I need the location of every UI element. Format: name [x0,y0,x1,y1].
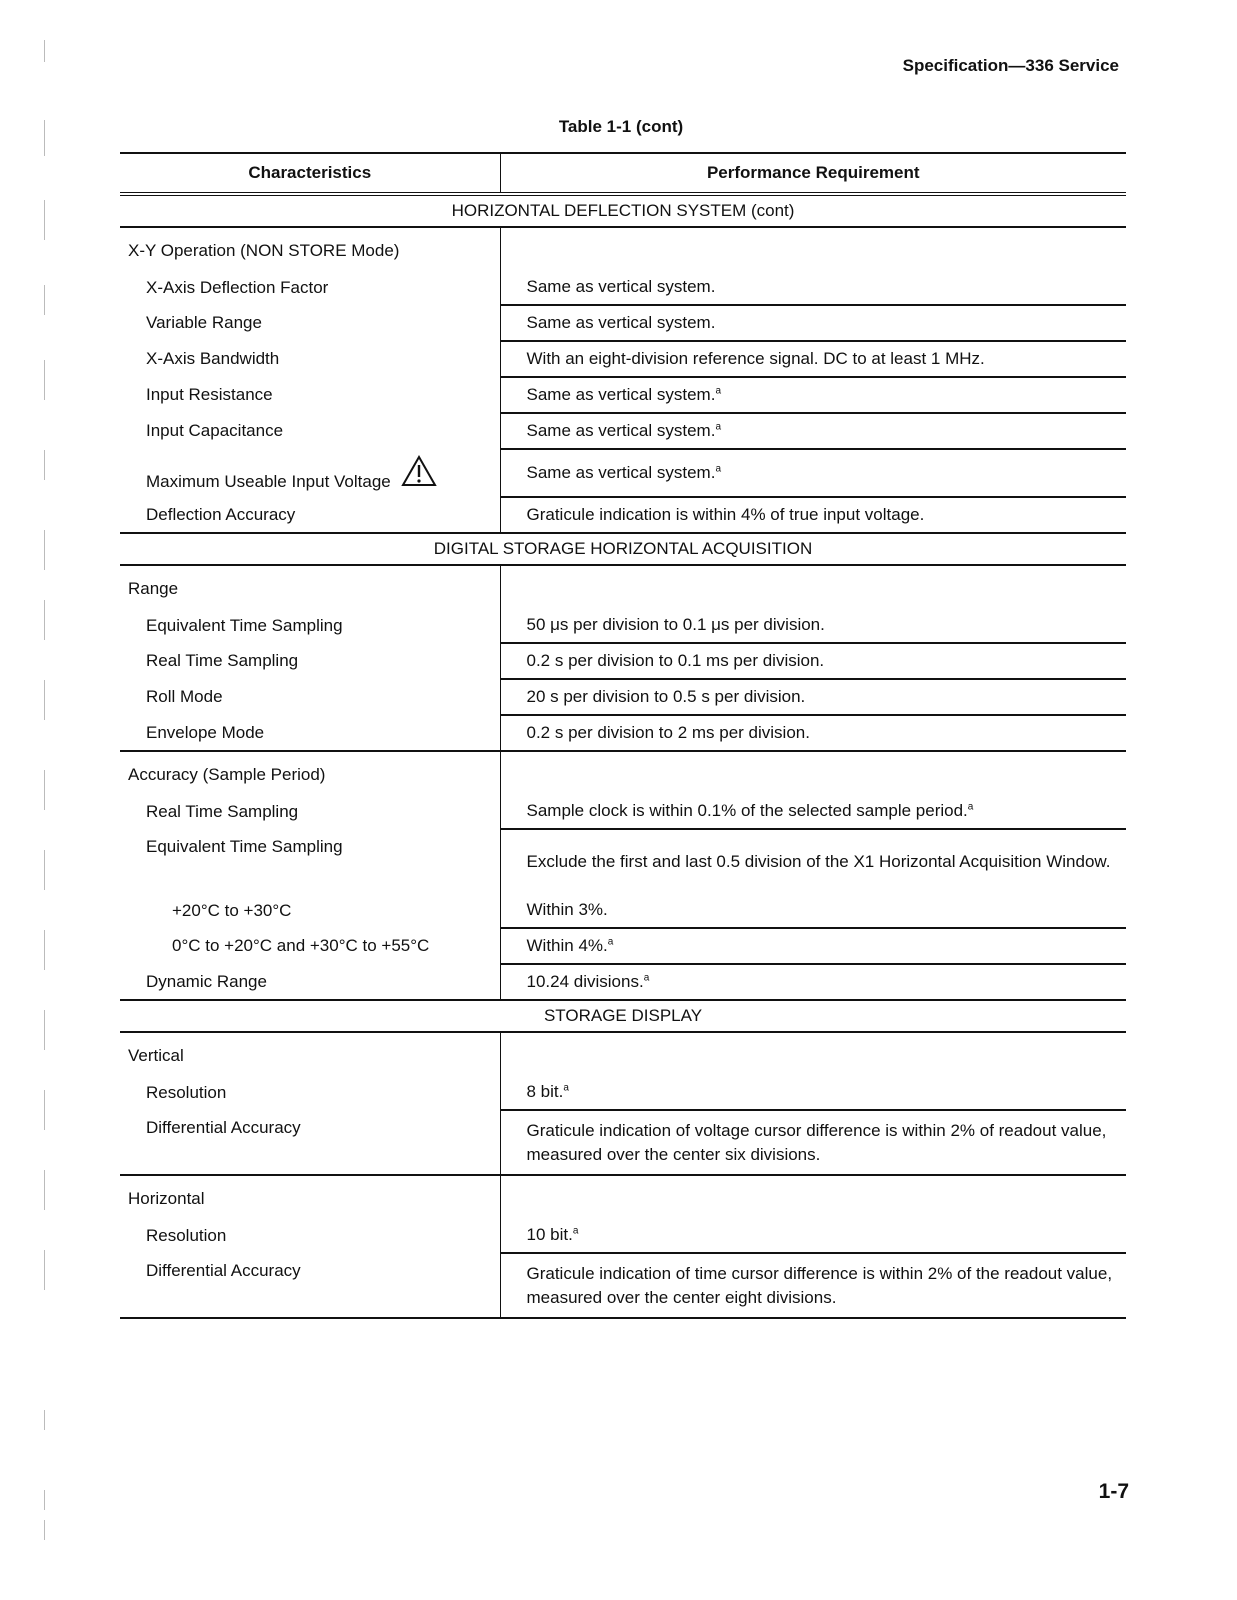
table-row [120,829,1126,893]
section-heading [120,1000,1126,1032]
characteristic-cell: Envelope Mode [120,715,500,751]
table-row [120,893,1126,928]
requirement-cell [500,794,1126,829]
requirement-cell: Graticule indication of time cursor difference is within 2% of the readout value, measured over the center eight divisions. [500,1253,1126,1318]
requirement-text: Same as vertical system. [526,421,716,440]
page-number: 1-7 [1098,1480,1129,1503]
table-row [120,679,1126,715]
footnote-mark: a [563,1082,569,1094]
table-row [120,1110,1126,1175]
table-row [120,928,1126,964]
table-row [120,341,1126,377]
section-title-acquisition: DIGITAL STORAGE HORIZONTAL ACQUISITION [120,533,1126,565]
group-row [120,1175,1126,1218]
requirement-text: Within 4%. [526,936,608,955]
column-header-characteristics: Characteristics [120,153,500,194]
column-header-requirement: Performance Requirement [500,153,1126,194]
requirement-cell [500,413,1126,449]
table-row [120,964,1126,1000]
characteristic-text: Maximum Useable Input Voltage [146,471,391,491]
group-label-vertical: Vertical [128,1046,184,1065]
requirement-cell [500,1075,1126,1110]
footnote-mark: a [967,801,974,813]
group-row [120,751,1126,794]
section-title-horizontal: HORIZONTAL DEFLECTION SYSTEM (cont) [120,194,1126,227]
characteristic-cell: Equivalent Time Sampling [146,837,343,856]
footnote-mark: a [572,1225,579,1237]
requirement-cell: Within 3%. [500,893,1126,928]
characteristic-cell: Deflection Accuracy [120,497,500,533]
group-row [120,565,1126,608]
group-row [120,1032,1126,1075]
binder-hole-marks [44,30,48,1570]
footnote-mark: a [715,385,722,397]
requirement-cell: 20 s per division to 0.5 s per division. [500,679,1126,715]
table-row [120,377,1126,413]
requirement-cell: With an eight-division reference signal. DC to at least 1 MHz. [500,341,1126,377]
running-header: Specification—336 Service [902,56,1119,75]
footnote-mark: a [715,421,722,433]
requirement-text: Same as vertical system. [526,385,716,404]
characteristic-cell: X-Axis Bandwidth [146,349,280,368]
characteristic-cell: Resolution [146,1082,227,1102]
group-label-range: Range [128,579,179,598]
characteristic-cell: Real Time Sampling [146,801,299,821]
requirement-text: 10 bit. [526,1225,573,1244]
table-row [120,1253,1126,1318]
table-row [120,305,1126,341]
characteristic-cell [120,449,500,497]
warning-triangle-icon [401,455,437,492]
table-row [120,1075,1126,1110]
requirement-cell: Graticule indication is within 4% of true input voltage. [500,497,1126,533]
characteristic-cell: Variable Range [146,313,262,332]
characteristic-cell: Resolution [146,1225,227,1245]
characteristic-cell: Differential Accuracy [120,1110,500,1175]
requirement-text: Sample clock is within 0.1% of the selected sample period. [526,801,968,820]
requirement-cell [500,928,1126,964]
characteristic-cell: Differential Accuracy [120,1253,500,1318]
table-row [120,413,1126,449]
table-row [120,270,1126,305]
section-title-storage: STORAGE DISPLAY [120,1000,1126,1032]
group-label-accuracy: Accuracy (Sample Period) [128,765,326,784]
requirement-cell [500,1218,1126,1253]
footnote-mark: a [607,936,614,948]
table-row [120,1218,1126,1253]
requirement-cell [500,449,1126,497]
requirement-cell: 0.2 s per division to 0.1 ms per division. [500,643,1126,679]
specification-table [120,152,1126,1319]
characteristic-cell: X-Axis Deflection Factor [146,277,329,297]
table-row [120,497,1126,533]
table-header-row [120,153,1126,194]
requirement-cell: Same as vertical system. [500,270,1126,305]
requirement-text: 10.24 divisions. [526,972,644,991]
requirement-text: 8 bit. [526,1082,564,1101]
characteristic-cell: 0°C to +20°C and +30°C to +55°C [172,936,430,955]
requirement-cell: 50 μs per division to 0.1 μs per division. [500,608,1126,643]
group-label-horizontal: Horizontal [128,1189,205,1208]
characteristic-cell: +20°C to +30°C [172,900,292,920]
requirement-cell: Graticule indication of voltage cursor difference is within 2% of readout value, measured over the center six divisions. [500,1110,1126,1175]
table-row [120,715,1126,751]
table-row [120,608,1126,643]
requirement-cell [500,964,1126,1000]
table-row [120,643,1126,679]
section-heading [120,533,1126,565]
requirement-cell: 0.2 s per division to 2 ms per division. [500,715,1126,751]
requirement-cell [500,377,1126,413]
footnote-mark: a [643,972,650,984]
requirement-text: Same as vertical system. [526,463,716,482]
characteristic-cell: Input Resistance [146,385,273,404]
group-label-xy: X-Y Operation (NON STORE Mode) [128,241,400,260]
table-row [120,794,1126,829]
characteristic-cell: Equivalent Time Sampling [146,615,343,635]
section-heading [120,194,1126,227]
characteristic-cell: Dynamic Range [120,964,500,1000]
requirement-cell: Same as vertical system. [500,305,1126,341]
table-row [120,449,1126,497]
characteristic-cell: Real Time Sampling [146,651,299,670]
table-title: Table 1-1 (cont) [558,117,684,136]
requirement-cell: Exclude the first and last 0.5 division of the X1 Horizontal Acquisition Window. [500,829,1126,893]
footnote-mark: a [715,463,722,475]
characteristic-cell: Roll Mode [146,687,223,706]
group-row [120,227,1126,270]
characteristic-cell: Input Capacitance [146,421,284,440]
